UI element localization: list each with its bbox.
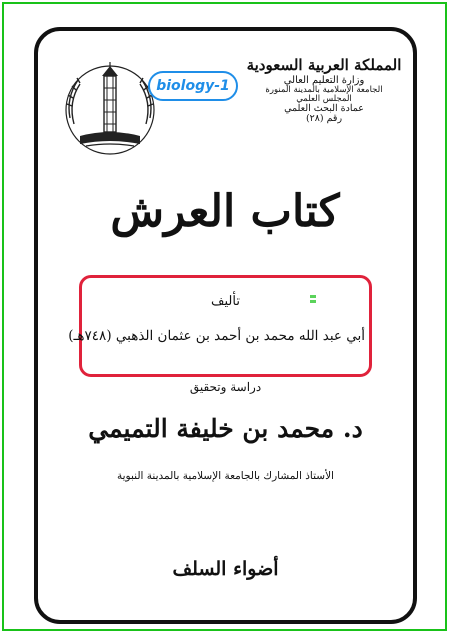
council-name: المجلس العلمي <box>296 94 352 105</box>
author-highlight-box <box>68 275 372 377</box>
editor-name: د. محمد بن خليفة التميمي <box>88 414 363 443</box>
series-number: رقم (٢٨) <box>305 113 343 125</box>
university-name: الجامعة الإسلامية بالمدينة المنورة <box>265 85 383 96</box>
author-name: أبي عبد الله محمد بن أحمد بن عثمان الذهبي (٧٤٨هـ) <box>68 328 365 344</box>
deanship-name: عمادة البحث العلمي <box>284 103 364 115</box>
book-title: كتاب العرش <box>110 186 340 237</box>
kingdom-name: المملكة العربية السعودية <box>246 56 402 74</box>
author-intro: تأليف <box>211 294 240 309</box>
letterhead <box>246 58 402 124</box>
green-marker <box>310 295 316 304</box>
university-seal-icon <box>60 58 160 158</box>
label-badge: biology-1 <box>148 71 238 101</box>
publisher-name: أضواء السلف <box>172 558 279 580</box>
study-label: دراسة وتحقيق <box>189 380 262 394</box>
editor-title: الأستاذ المشارك بالجامعة الإسلامية بالمدينة النبوية <box>117 470 334 482</box>
ministry-name: وزارة التعليم العالي <box>283 74 365 86</box>
